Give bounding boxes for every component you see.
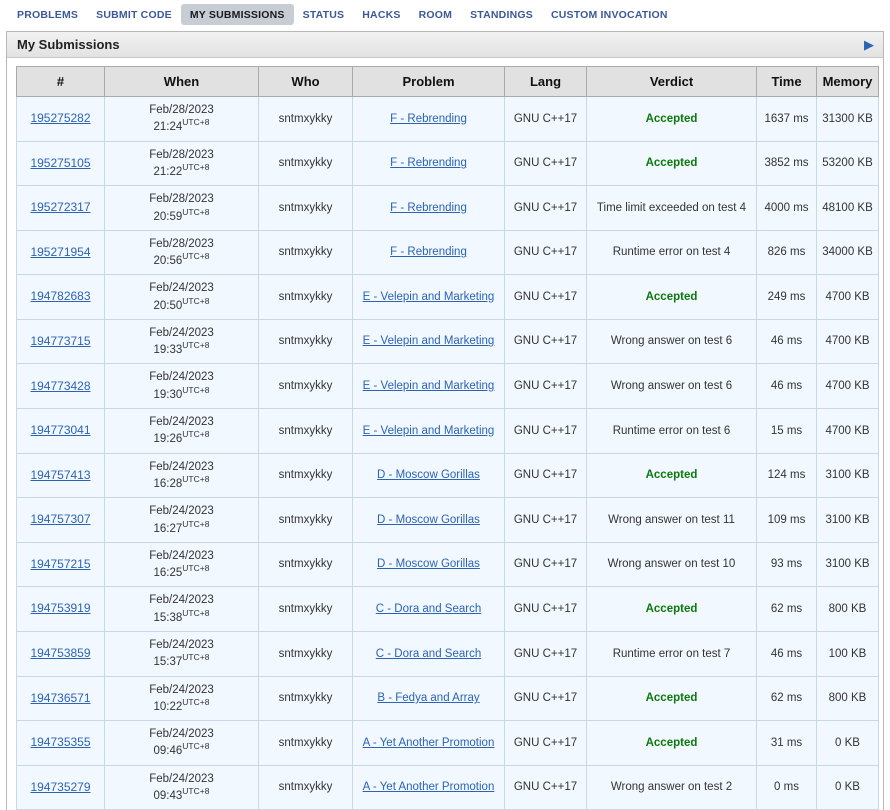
submission-id-cell — [17, 631, 105, 676]
problem-cell — [353, 409, 505, 454]
verdict-cell[interactable]: Time limit exceeded on test 4 — [587, 186, 757, 231]
submission-id-link[interactable]: 194753859 — [30, 646, 91, 661]
submission-time-cell — [105, 141, 259, 186]
language-cell: GNU C++17 — [505, 631, 587, 676]
language-cell: GNU C++17 — [505, 186, 587, 231]
problem-link[interactable]: E - Velepin and Marketing — [362, 380, 495, 393]
submission-id-cell — [17, 97, 105, 142]
language-cell: GNU C++17 — [505, 319, 587, 364]
table-row — [17, 721, 879, 766]
memory-cell: 34000 KB — [817, 230, 879, 275]
author-cell[interactable]: sntmxykky — [259, 631, 353, 676]
page-title: My Submissions — [17, 37, 120, 52]
submission-date: Feb/24/2023 — [149, 326, 214, 339]
author-cell[interactable]: sntmxykky — [259, 498, 353, 543]
author-cell[interactable]: sntmxykky — [259, 409, 353, 454]
memory-cell: 3100 KB — [817, 453, 879, 498]
submission-id-cell — [17, 765, 105, 810]
memory-cell: 4700 KB — [817, 275, 879, 320]
submission-time-cell — [105, 364, 259, 409]
table-body — [17, 97, 879, 810]
time-cell: 46 ms — [757, 631, 817, 676]
submission-clock-line — [110, 340, 253, 357]
submission-clock-line — [110, 296, 253, 313]
submission-time-cell — [105, 409, 259, 454]
problem-link[interactable]: C - Dora and Search — [375, 602, 482, 615]
submission-id-cell — [17, 275, 105, 320]
submission-clock: 16:27 — [153, 522, 183, 535]
submission-time-cell — [105, 542, 259, 587]
time-cell: 62 ms — [757, 676, 817, 721]
submission-id-link[interactable]: 194782683 — [30, 289, 91, 304]
author-cell[interactable]: sntmxykky — [259, 676, 353, 721]
submission-timezone: UTC+8 — [182, 741, 210, 752]
table-row — [17, 409, 879, 454]
table-row — [17, 542, 879, 587]
submission-time-cell — [105, 275, 259, 320]
column-header-verdict: Verdict — [587, 67, 757, 97]
table-row — [17, 364, 879, 409]
problem-link[interactable]: D - Moscow Gorillas — [377, 558, 480, 571]
submission-clock-line — [110, 385, 253, 402]
submission-id-cell — [17, 587, 105, 632]
submission-timezone: UTC+8 — [182, 251, 210, 262]
submission-time-cell — [105, 97, 259, 142]
table-header-row — [17, 67, 879, 97]
column-header-who: Who — [259, 67, 353, 97]
chevron-right-icon[interactable]: ▶ — [864, 37, 874, 52]
submission-id-link[interactable]: 194736571 — [30, 690, 91, 705]
time-cell: 124 ms — [757, 453, 817, 498]
submission-date: Feb/24/2023 — [149, 460, 214, 473]
verdict-cell[interactable]: Wrong answer on test 6 — [587, 319, 757, 364]
submission-date: Feb/24/2023 — [149, 683, 214, 696]
problem-link[interactable]: C - Dora and Search — [375, 647, 482, 660]
submission-time-cell — [105, 453, 259, 498]
column-header-when: When — [105, 67, 259, 97]
submissions-table — [16, 66, 879, 810]
submission-id-cell — [17, 186, 105, 231]
submission-date: Feb/28/2023 — [149, 148, 214, 161]
verdict-cell[interactable]: Runtime error on test 7 — [587, 631, 757, 676]
problem-cell — [353, 319, 505, 364]
submission-date: Feb/24/2023 — [149, 416, 214, 429]
submission-timezone: UTC+8 — [182, 117, 210, 128]
problem-link[interactable]: F - Rebrending — [390, 246, 467, 259]
submission-clock-line — [110, 251, 253, 268]
table-row — [17, 141, 879, 186]
author-cell[interactable]: sntmxykky — [259, 765, 353, 810]
memory-cell: 800 KB — [817, 676, 879, 721]
submission-id-cell — [17, 364, 105, 409]
memory-cell: 4700 KB — [817, 319, 879, 364]
submission-clock-line — [110, 474, 253, 491]
language-cell: GNU C++17 — [505, 141, 587, 186]
memory-cell: 4700 KB — [817, 409, 879, 454]
time-cell: 46 ms — [757, 364, 817, 409]
submission-clock: 19:26 — [153, 433, 183, 446]
verdict-cell[interactable]: Wrong answer on test 2 — [587, 765, 757, 810]
problem-link[interactable]: A - Yet Another Promotion — [362, 736, 495, 749]
submission-id-cell — [17, 141, 105, 186]
submission-clock-line — [110, 608, 253, 625]
author-cell[interactable]: sntmxykky — [259, 97, 353, 142]
submission-date: Feb/24/2023 — [149, 282, 214, 295]
time-cell: 1637 ms — [757, 97, 817, 142]
time-cell: 4000 ms — [757, 186, 817, 231]
submission-timezone: UTC+8 — [182, 518, 210, 529]
submission-clock: 16:25 — [153, 566, 183, 579]
submission-id-cell — [17, 453, 105, 498]
submission-time-cell — [105, 230, 259, 275]
submission-timezone: UTC+8 — [182, 429, 210, 440]
verdict-cell[interactable]: Accepted — [587, 275, 757, 320]
problem-cell — [353, 453, 505, 498]
submission-time-cell — [105, 765, 259, 810]
submission-id-link[interactable]: 194757413 — [30, 467, 91, 482]
submission-time-cell — [105, 587, 259, 632]
submission-timezone: UTC+8 — [182, 340, 210, 351]
submission-clock: 19:30 — [153, 388, 183, 401]
submission-id-cell — [17, 319, 105, 364]
nav-item-custom-invocation[interactable]: CUSTOM INVOCATION — [550, 9, 668, 21]
problem-link[interactable]: D - Moscow Gorillas — [377, 513, 480, 526]
submission-clock-line — [110, 207, 253, 224]
panel-header — [7, 32, 883, 58]
verdict-cell[interactable]: Accepted — [587, 676, 757, 721]
verdict-cell[interactable]: Wrong answer on test 10 — [587, 542, 757, 587]
submission-timezone: UTC+8 — [182, 206, 210, 217]
author-cell[interactable]: sntmxykky — [259, 319, 353, 364]
memory-cell: 3100 KB — [817, 498, 879, 543]
table-row — [17, 275, 879, 320]
submission-id-link[interactable]: 195275105 — [30, 155, 91, 170]
submission-timezone: UTC+8 — [182, 295, 210, 306]
problem-cell — [353, 186, 505, 231]
submission-id-cell — [17, 230, 105, 275]
language-cell: GNU C++17 — [505, 409, 587, 454]
nav-item-status[interactable]: STATUS — [302, 9, 345, 21]
problem-cell — [353, 631, 505, 676]
language-cell: GNU C++17 — [505, 97, 587, 142]
submission-clock: 15:37 — [153, 656, 183, 669]
submission-clock: 20:56 — [153, 254, 183, 267]
submission-clock: 15:38 — [153, 611, 183, 624]
submission-id-cell — [17, 721, 105, 766]
author-cell[interactable]: sntmxykky — [259, 141, 353, 186]
problem-cell — [353, 587, 505, 632]
problem-link[interactable]: E - Velepin and Marketing — [362, 290, 495, 303]
submission-timezone: UTC+8 — [182, 161, 210, 172]
language-cell: GNU C++17 — [505, 721, 587, 766]
submission-clock-line — [110, 117, 253, 134]
submission-timezone: UTC+8 — [182, 696, 210, 707]
nav-item-my-submissions[interactable]: MY SUBMISSIONS — [181, 4, 294, 25]
column-header-lang: Lang — [505, 67, 587, 97]
table-row — [17, 498, 879, 543]
problem-cell — [353, 97, 505, 142]
submission-clock-line — [110, 741, 253, 758]
submission-date: Feb/24/2023 — [149, 505, 214, 518]
author-cell[interactable]: sntmxykky — [259, 275, 353, 320]
submission-clock: 16:28 — [153, 477, 183, 490]
submission-timezone: UTC+8 — [182, 474, 210, 484]
author-cell[interactable]: sntmxykky — [259, 453, 353, 498]
submission-timezone: UTC+8 — [182, 652, 210, 663]
verdict-cell[interactable]: Wrong answer on test 6 — [587, 364, 757, 409]
submission-id-link[interactable]: 194735355 — [30, 735, 91, 750]
table-row — [17, 587, 879, 632]
nav-item-submit-code[interactable]: SUBMIT CODE — [96, 9, 172, 21]
language-cell: GNU C++17 — [505, 765, 587, 810]
submission-time-cell — [105, 498, 259, 543]
problem-cell — [353, 765, 505, 810]
submission-date: Feb/24/2023 — [149, 728, 214, 741]
column-header-: # — [17, 67, 105, 97]
submission-id-cell — [17, 498, 105, 543]
time-cell: 93 ms — [757, 542, 817, 587]
submission-id-cell — [17, 676, 105, 721]
submission-time-cell — [105, 186, 259, 231]
submission-date: Feb/24/2023 — [149, 371, 214, 384]
memory-cell: 0 KB — [817, 765, 879, 810]
submission-id-link[interactable]: 194773715 — [30, 333, 91, 348]
submission-clock: 09:46 — [153, 745, 183, 758]
time-cell: 109 ms — [757, 498, 817, 543]
time-cell: 62 ms — [757, 587, 817, 632]
submission-id-link[interactable]: 194773428 — [30, 378, 91, 393]
problem-cell — [353, 141, 505, 186]
column-header-time: Time — [757, 67, 817, 97]
submission-time-cell — [105, 319, 259, 364]
problem-cell — [353, 498, 505, 543]
problem-link[interactable]: F - Rebrending — [390, 157, 467, 170]
submission-clock: 20:59 — [153, 210, 183, 223]
time-cell: 0 ms — [757, 765, 817, 810]
problem-link[interactable]: F - Rebrending — [390, 112, 467, 125]
verdict-cell[interactable]: Accepted — [587, 587, 757, 632]
time-cell: 15 ms — [757, 409, 817, 454]
submission-date: Feb/24/2023 — [149, 638, 214, 651]
verdict-cell[interactable]: Accepted — [587, 141, 757, 186]
submission-clock-line — [110, 162, 253, 179]
language-cell: GNU C++17 — [505, 364, 587, 409]
submission-clock-line — [110, 786, 253, 803]
submission-clock: 09:43 — [153, 789, 183, 802]
problem-cell — [353, 542, 505, 587]
time-cell: 3852 ms — [757, 141, 817, 186]
table-row — [17, 765, 879, 810]
author-cell[interactable]: sntmxykky — [259, 587, 353, 632]
memory-cell: 0 KB — [817, 721, 879, 766]
time-cell: 46 ms — [757, 319, 817, 364]
memory-cell: 100 KB — [817, 631, 879, 676]
table-row — [17, 631, 879, 676]
language-cell: GNU C++17 — [505, 542, 587, 587]
submission-clock: 10:22 — [153, 700, 183, 713]
memory-cell: 53200 KB — [817, 141, 879, 186]
main-navigation — [0, 0, 890, 31]
submission-time-cell — [105, 676, 259, 721]
submission-timezone: UTC+8 — [182, 607, 210, 618]
problem-link[interactable]: E - Velepin and Marketing — [362, 424, 495, 437]
submission-clock-line — [110, 652, 253, 669]
language-cell: GNU C++17 — [505, 676, 587, 721]
language-cell: GNU C++17 — [505, 587, 587, 632]
submission-id-link[interactable]: 195271954 — [30, 244, 91, 259]
submission-clock: 21:22 — [153, 165, 183, 178]
language-cell: GNU C++17 — [505, 453, 587, 498]
submission-timezone: UTC+8 — [182, 786, 210, 797]
author-cell[interactable]: sntmxykky — [259, 230, 353, 275]
submission-clock: 21:24 — [153, 121, 183, 134]
memory-cell: 31300 KB — [817, 97, 879, 142]
language-cell: GNU C++17 — [505, 230, 587, 275]
problem-cell — [353, 721, 505, 766]
verdict-cell[interactable]: Accepted — [587, 721, 757, 766]
verdict-cell[interactable]: Runtime error on test 6 — [587, 409, 757, 454]
time-cell: 249 ms — [757, 275, 817, 320]
table-row — [17, 453, 879, 498]
problem-link[interactable]: B - Fedya and Array — [377, 692, 480, 705]
verdict-cell[interactable]: Accepted — [587, 97, 757, 142]
problem-cell — [353, 230, 505, 275]
author-cell[interactable]: sntmxykky — [259, 721, 353, 766]
memory-cell: 48100 KB — [817, 186, 879, 231]
submission-id-link[interactable]: 194773041 — [30, 423, 91, 438]
memory-cell: 4700 KB — [817, 364, 879, 409]
submission-date: Feb/28/2023 — [149, 104, 214, 116]
submission-id-link[interactable]: 194757307 — [30, 512, 91, 527]
problem-link[interactable]: A - Yet Another Promotion — [362, 781, 495, 794]
nav-item-standings[interactable]: STANDINGS — [470, 9, 533, 21]
memory-cell: 800 KB — [817, 587, 879, 632]
column-header-problem: Problem — [353, 67, 505, 97]
submission-clock: 19:33 — [153, 344, 183, 357]
submission-timezone: UTC+8 — [182, 384, 210, 395]
problem-link[interactable]: F - Rebrending — [390, 201, 467, 214]
verdict-cell[interactable]: Runtime error on test 4 — [587, 230, 757, 275]
verdict-cell[interactable]: Wrong answer on test 11 — [587, 498, 757, 543]
submission-date: Feb/28/2023 — [149, 237, 214, 250]
language-cell: GNU C++17 — [505, 498, 587, 543]
submission-id-link[interactable]: 195272317 — [30, 200, 91, 215]
submission-date: Feb/28/2023 — [149, 193, 214, 206]
table-row — [17, 186, 879, 231]
submission-clock-line — [110, 697, 253, 714]
nav-item-room[interactable]: ROOM — [418, 9, 453, 21]
author-cell[interactable]: sntmxykky — [259, 364, 353, 409]
column-header-memory: Memory — [817, 67, 879, 97]
submission-clock-line — [110, 429, 253, 446]
time-cell: 31 ms — [757, 721, 817, 766]
table-row — [17, 230, 879, 275]
submission-date: Feb/24/2023 — [149, 549, 214, 562]
submission-id-cell — [17, 409, 105, 454]
nav-item-problems[interactable]: PROBLEMS — [17, 9, 79, 21]
problem-cell — [353, 275, 505, 320]
table-row — [17, 676, 879, 721]
submission-clock: 20:50 — [153, 299, 183, 312]
table-row — [17, 319, 879, 364]
problem-cell — [353, 676, 505, 721]
submission-id-link[interactable]: 194757215 — [30, 556, 91, 571]
problem-link[interactable]: E - Velepin and Marketing — [362, 335, 495, 348]
nav-item-hacks[interactable]: HACKS — [362, 9, 401, 21]
submission-clock-line — [110, 563, 253, 580]
time-cell: 826 ms — [757, 230, 817, 275]
verdict-cell[interactable]: Accepted — [587, 453, 757, 498]
submissions-panel — [6, 31, 884, 810]
submission-timezone: UTC+8 — [182, 563, 210, 574]
author-cell[interactable]: sntmxykky — [259, 542, 353, 587]
author-cell[interactable]: sntmxykky — [259, 186, 353, 231]
submission-date: Feb/24/2023 — [149, 594, 214, 607]
submission-id-link[interactable]: 194735279 — [30, 779, 91, 794]
submission-id-link[interactable]: 195275282 — [30, 111, 91, 126]
submission-id-link[interactable]: 194753919 — [30, 601, 91, 616]
submission-clock-line — [110, 519, 253, 536]
submission-date: Feb/24/2023 — [149, 772, 214, 785]
memory-cell: 3100 KB — [817, 542, 879, 587]
problem-cell — [353, 364, 505, 409]
table-row — [17, 97, 879, 142]
submission-time-cell — [105, 721, 259, 766]
language-cell: GNU C++17 — [505, 275, 587, 320]
table-header — [17, 67, 879, 97]
submission-time-cell — [105, 631, 259, 676]
submission-id-cell — [17, 542, 105, 587]
problem-link[interactable]: D - Moscow Gorillas — [377, 469, 480, 482]
